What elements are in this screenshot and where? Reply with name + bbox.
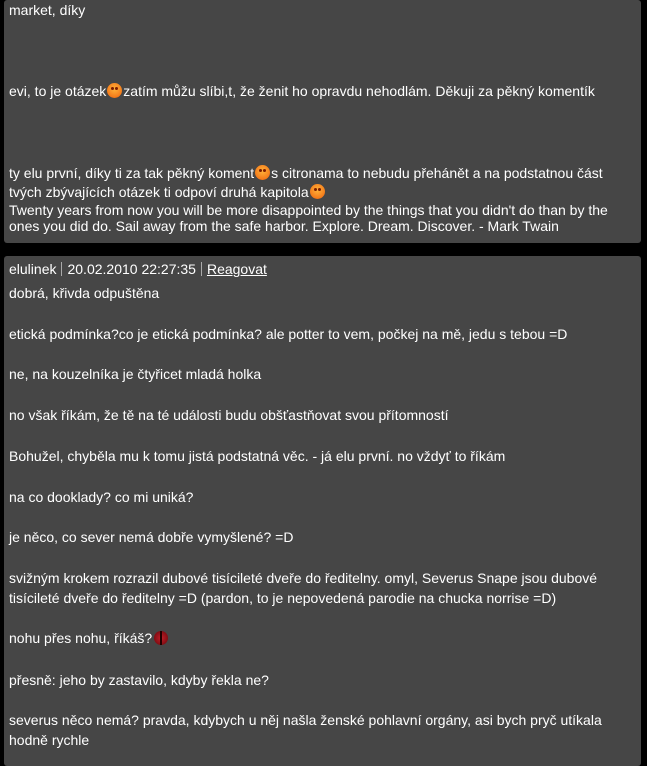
comment-line bbox=[9, 81, 635, 101]
comment-post-2 bbox=[4, 256, 641, 766]
comment-line bbox=[9, 324, 635, 344]
comment-line bbox=[9, 0, 635, 20]
comment-text: ty elu první, díky ti za tak pěkný koment bbox=[9, 165, 255, 181]
comment-text: tvých zbývajících otázek ti odpoví druhá kapitola bbox=[9, 184, 309, 200]
comment-line bbox=[9, 446, 635, 466]
comment-text: etická podmínka?co je etická podmínka? ale potter to vem, počkej na mě, jedu s tebou =D bbox=[9, 326, 568, 342]
comment-line bbox=[9, 710, 635, 750]
comment-text: Bohužel, chyběla mu k tomu jistá podstatná věc. - já elu první. no vždyť to říkám bbox=[9, 448, 506, 464]
smiley-icon bbox=[310, 184, 325, 199]
comment-line bbox=[9, 527, 635, 547]
ladybug-icon bbox=[154, 631, 168, 645]
signature bbox=[9, 202, 635, 234]
post-date: 20.02.2010 22:27:35 bbox=[67, 261, 196, 277]
separator bbox=[201, 262, 202, 276]
comment-line bbox=[9, 283, 635, 303]
comment-line bbox=[9, 568, 635, 608]
comment-text: dobrá, křivda odpuštěna bbox=[9, 285, 160, 301]
smiley-icon bbox=[255, 165, 270, 180]
comment-line bbox=[9, 487, 635, 507]
comment-line bbox=[9, 163, 635, 183]
comment-text: na co dooklady? co mi uniká? bbox=[9, 489, 194, 505]
comment-line bbox=[9, 405, 635, 425]
reply-link[interactable]: Reagovat bbox=[206, 261, 267, 277]
author-name: elulinek bbox=[9, 261, 57, 277]
separator bbox=[61, 262, 62, 276]
comment-text: je něco, co sever nemá dobře vymyšlené? =D bbox=[9, 529, 294, 545]
comment-text: s citronama to nebudu přehánět a na podstatnou část bbox=[271, 165, 603, 181]
comment-text: evi, to je otázek bbox=[9, 83, 107, 99]
comment-line bbox=[9, 628, 635, 648]
comment-text: přesně: jeho by zastavilo, kdyby řekla ne? bbox=[9, 672, 269, 688]
comment-text: market, díky bbox=[9, 2, 86, 18]
comment-line bbox=[9, 364, 635, 384]
comment-text: no však říkám, že tě na té události budu obšťastňovat svou přítomností bbox=[9, 407, 449, 423]
smiley-icon bbox=[107, 83, 122, 98]
comment-post-1 bbox=[4, 0, 641, 243]
comment-text: svižným krokem rozrazil dubové tisícileté dveře do ředitelny. omyl, Severus Snape jsou dubové tisícileté dveře do ředitelny =D (pardon, to je nepovedená parodie na chucka norrise =D) bbox=[9, 570, 598, 606]
comment-text: zatím můžu slíbi,t, že ženit ho opravdu nehodlám. Děkuji za pěkný komentík bbox=[123, 83, 595, 99]
comment-text: ne, na kouzelníka je čtyřicet mladá holka bbox=[9, 366, 262, 382]
signature-text: Twenty years from now you will be more disappointed by the things that you didn't do than by the ones you did do. Sail away from the safe harbor. Explore. Dream. Discover. - Mark Twain bbox=[9, 202, 608, 234]
comment-text: nohu přes nohu, říkáš? bbox=[9, 630, 153, 646]
comment-text: severus něco nemá? pravda, kdybych u něj našla ženské pohlavní orgány, asi bych pryč utíkala hodně rychle bbox=[9, 712, 602, 748]
comment-line bbox=[9, 670, 635, 690]
comment-line bbox=[9, 182, 635, 202]
post-meta bbox=[9, 259, 635, 279]
